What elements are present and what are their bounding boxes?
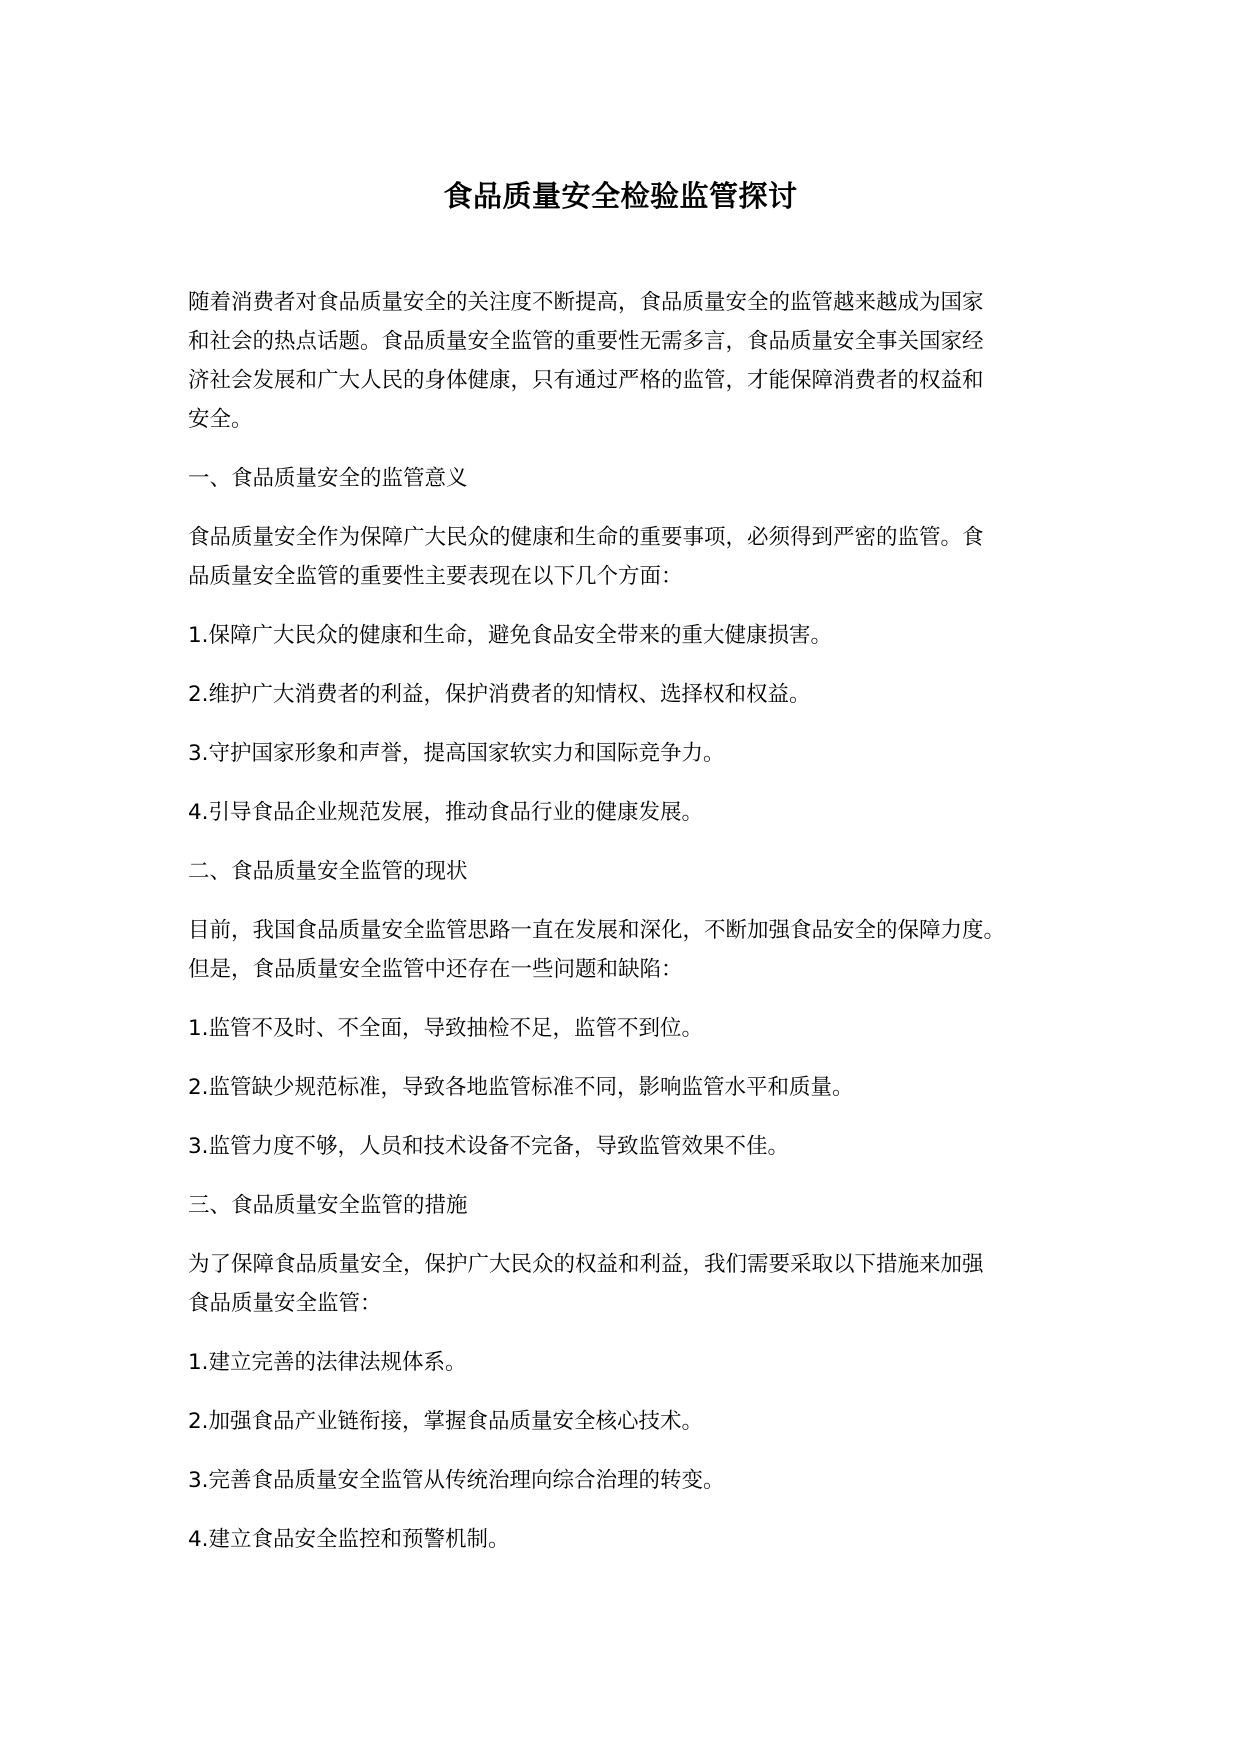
paragraph bbox=[188, 518, 1073, 596]
paragraph-line: 食品质量安全作为保障广大民众的健康和生命的重要事项，必须得到严密的监管。食 bbox=[188, 525, 984, 550]
section-heading bbox=[188, 459, 1073, 498]
list-item bbox=[188, 734, 1073, 773]
paragraph-line: 食品质量安全监管： bbox=[188, 1291, 382, 1316]
list-item bbox=[188, 1127, 1073, 1166]
list-item-text: 3.守护国家形象和声誉，提高国家软实力和国际竞争力。 bbox=[188, 741, 725, 766]
document-title: 食品质量安全检验监管探讨 bbox=[443, 179, 798, 213]
list-item bbox=[188, 1068, 1073, 1107]
list-item bbox=[188, 1402, 1073, 1441]
section-heading-text: 三、食品质量安全监管的措施 bbox=[188, 1193, 468, 1218]
list-item-text: 3.监管力度不够，人员和技术设备不完备，导致监管效果不佳。 bbox=[188, 1134, 790, 1159]
section-heading bbox=[188, 1186, 1073, 1225]
list-item bbox=[188, 675, 1073, 714]
list-item-text: 1.监管不及时、不全面，导致抽检不足，监管不到位。 bbox=[188, 1016, 704, 1041]
list-item-text: 2.加强食品产业链衔接，掌握食品质量安全核心技术。 bbox=[188, 1409, 704, 1434]
list-item-text: 4.建立食品安全监控和预警机制。 bbox=[188, 1527, 510, 1552]
section-heading-text: 一、食品质量安全的监管意义 bbox=[188, 466, 468, 491]
list-item-text: 4.引导食品企业规范发展，推动食品行业的健康发展。 bbox=[188, 800, 704, 825]
list-item bbox=[188, 616, 1073, 655]
list-item-text: 1.建立完善的法律法规体系。 bbox=[188, 1350, 467, 1375]
paragraph bbox=[188, 911, 1073, 989]
paragraph-line: 为了保障食品质量安全，保护广大民众的权益和利益，我们需要采取以下措施来加强 bbox=[188, 1252, 984, 1277]
list-item bbox=[188, 1343, 1073, 1382]
document-body bbox=[188, 283, 1073, 1579]
section-heading-text: 二、食品质量安全监管的现状 bbox=[188, 859, 468, 884]
paragraph-line: 和社会的热点话题。食品质量安全监管的重要性无需多言，食品质量安全事关国家经 bbox=[188, 329, 984, 354]
list-item-text: 2.监管缺少规范标准，导致各地监管标准不同，影响监管水平和质量。 bbox=[188, 1075, 854, 1100]
paragraph-line: 品质量安全监管的重要性主要表现在以下几个方面： bbox=[188, 564, 683, 589]
paragraph bbox=[188, 1245, 1073, 1323]
list-item bbox=[188, 1461, 1073, 1500]
list-item bbox=[188, 1520, 1073, 1559]
list-item-text: 3.完善食品质量安全监管从传统治理向综合治理的转变。 bbox=[188, 1468, 725, 1493]
paragraph-line: 随着消费者对食品质量安全的关注度不断提高，食品质量安全的监管越来越成为国家 bbox=[188, 290, 984, 315]
paragraph-line: 济社会发展和广大人民的身体健康，只有通过严格的监管，才能保障消费者的权益和 bbox=[188, 368, 984, 393]
section-heading bbox=[188, 852, 1073, 891]
list-item-text: 2.维护广大消费者的利益，保护消费者的知情权、选择权和权益。 bbox=[188, 682, 811, 707]
list-item bbox=[188, 793, 1073, 832]
paragraph bbox=[188, 283, 1073, 439]
paragraph-line: 安全。 bbox=[188, 407, 253, 432]
list-item-text: 1.保障广大民众的健康和生命，避免食品安全带来的重大健康损害。 bbox=[188, 623, 833, 648]
paragraph-line: 但是，食品质量安全监管中还存在一些问题和缺陷： bbox=[188, 957, 683, 982]
list-item bbox=[188, 1009, 1073, 1048]
paragraph-line: 目前，我国食品质量安全监管思路一直在发展和深化，不断加强食品安全的保障力度。 bbox=[188, 918, 1006, 943]
